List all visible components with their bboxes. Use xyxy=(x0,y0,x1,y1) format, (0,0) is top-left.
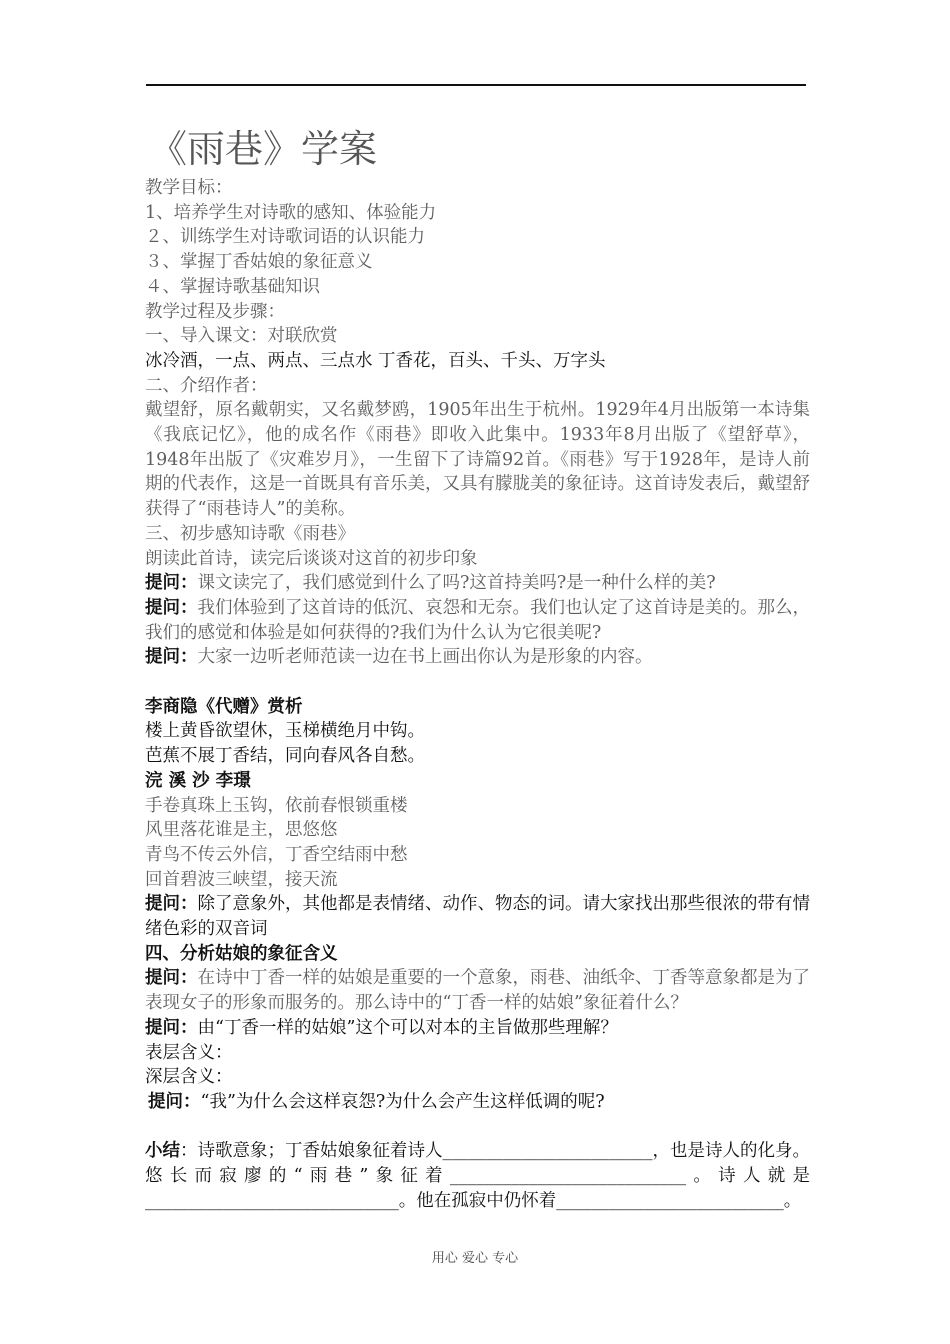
couplet-text: 冰冷酒，一点、两点、三点水 丁香花，百头、千头、万字头 xyxy=(145,350,606,371)
question-label: 提问： xyxy=(145,1017,198,1038)
summary-text: ：诗歌意象；丁香姑娘象征着诗人________________________，也是诗人的化身。悠长而寂廖的“雨巷”象征着___________________________。诗人就是_____________________________。他在孤寂中仍怀着__________________________。 xyxy=(145,1141,810,1211)
summary-label: 小结 xyxy=(145,1141,180,1162)
question-label: 提问： xyxy=(145,894,198,915)
goals-heading: 教学目标： xyxy=(145,178,233,198)
question-text: 大家一边听老师范读一边在书上画出你认为是形象的内容。 xyxy=(197,647,653,668)
question-label: 提问： xyxy=(145,573,198,594)
question-4 xyxy=(145,892,810,941)
spacer xyxy=(145,670,810,695)
question-3 xyxy=(145,645,810,670)
author-bio: 戴望舒，原名戴朝实，又名戴梦鸥，1905年出生于杭州。1929年4月出版第一本诗集《我底记忆》，他的成名作《雨巷》即收入此集中。1933年8月出版了《望舒草》，1948年出版了《灾难岁月》，一生留下了诗篇92首。《雨巷》写于1928年，是诗人前期的代表作，这是一首既具有音乐美，又具有朦胧美的象征诗。这首诗发表后，戴望舒获得了“雨巷诗人”的美称。 xyxy=(145,400,810,520)
question-2 xyxy=(145,596,810,645)
poem-2-line: 青鸟不传云外信，丁香空结雨中愁 xyxy=(145,844,408,865)
section-2-heading: 二、介绍作者： xyxy=(145,375,268,396)
question-text: 我们体验到了这首诗的低沉、哀怨和无奈。我们也认定了这首诗是美的。那么，我们的感觉和体验是如何获得的?我们为什么认为它很美呢? xyxy=(145,597,810,643)
read-instruction: 朗读此首诗，读完后谈谈对这首的初步印象 xyxy=(145,548,478,569)
question-label: 提问： xyxy=(148,1092,201,1112)
question-5 xyxy=(145,966,810,1015)
surface-meaning: 表层含义： xyxy=(145,1042,233,1063)
question-label: 提问： xyxy=(145,597,198,618)
question-6 xyxy=(145,1016,810,1041)
question-text: 在诗中丁香一样的姑娘是重要的一个意象，雨巷、油纸伞、丁香等意象都是为了表现女子的形象而服务的。那么诗中的“丁香一样的姑娘”象征着什么？ xyxy=(145,968,810,1014)
poem-2-line: 风里落花谁是主，思悠悠 xyxy=(145,820,338,841)
question-label: 提问： xyxy=(145,647,198,668)
document-body xyxy=(145,122,810,1214)
poem-2-title: 浣 溪 沙 李璟 xyxy=(145,770,251,791)
poem-2-line: 手卷真珠上玉钩，依前春恨锁重楼 xyxy=(145,795,408,816)
spacer xyxy=(145,1115,810,1140)
question-1 xyxy=(145,571,810,596)
question-text: 除了意象外，其他都是表情绪、动作、物态的词。请大家找出那些很浓的带有情绪色彩的双音词 xyxy=(145,894,810,940)
goal-1: 1、培养学生对诗歌的感知、体验能力 xyxy=(145,202,437,223)
question-text: “我”为什么会这样哀怨?为什么会产生这样低调的呢? xyxy=(200,1092,605,1112)
section-3-heading: 三、初步感知诗歌《雨巷》 xyxy=(145,523,355,544)
question-text: 由“丁香一样的姑娘”这个可以对本的主旨做那些理解？ xyxy=(197,1017,618,1038)
poem-2-line: 回首碧波三峡望，接天流 xyxy=(145,869,338,890)
goal-3: ３、掌握丁香姑娘的象征意义 xyxy=(145,252,373,273)
deep-meaning: 深层含义： xyxy=(145,1067,233,1088)
section-1-heading: 一、导入课文：对联欣赏 xyxy=(145,326,338,347)
question-label: 提问： xyxy=(145,968,198,989)
page-footer: 用心 爱心 专心 xyxy=(431,1251,519,1266)
goal-2: ２、训练学生对诗歌词语的认识能力 xyxy=(145,227,425,248)
section-4-heading: 四、分析姑娘的象征含义 xyxy=(145,943,338,964)
goal-4: ４、掌握诗歌基础知识 xyxy=(145,276,320,297)
document-title: 《雨巷》学案 xyxy=(149,127,378,171)
question-7 xyxy=(145,1090,810,1115)
process-heading: 教学过程及步骤： xyxy=(145,301,285,322)
poem-1-line: 楼上黄昏欲望休，玉梯横绝月中钩。 xyxy=(145,721,425,742)
header-rule xyxy=(146,84,806,86)
question-text: 课文读完了，我们感觉到什么了吗?这首持美吗?是一种什么样的美? xyxy=(197,573,716,594)
poem-1-line: 芭蕉不展丁香结，同向春风各自愁。 xyxy=(145,746,425,767)
summary xyxy=(145,1139,810,1213)
poem-1-title: 李商隐《代赠》赏析 xyxy=(145,696,303,717)
